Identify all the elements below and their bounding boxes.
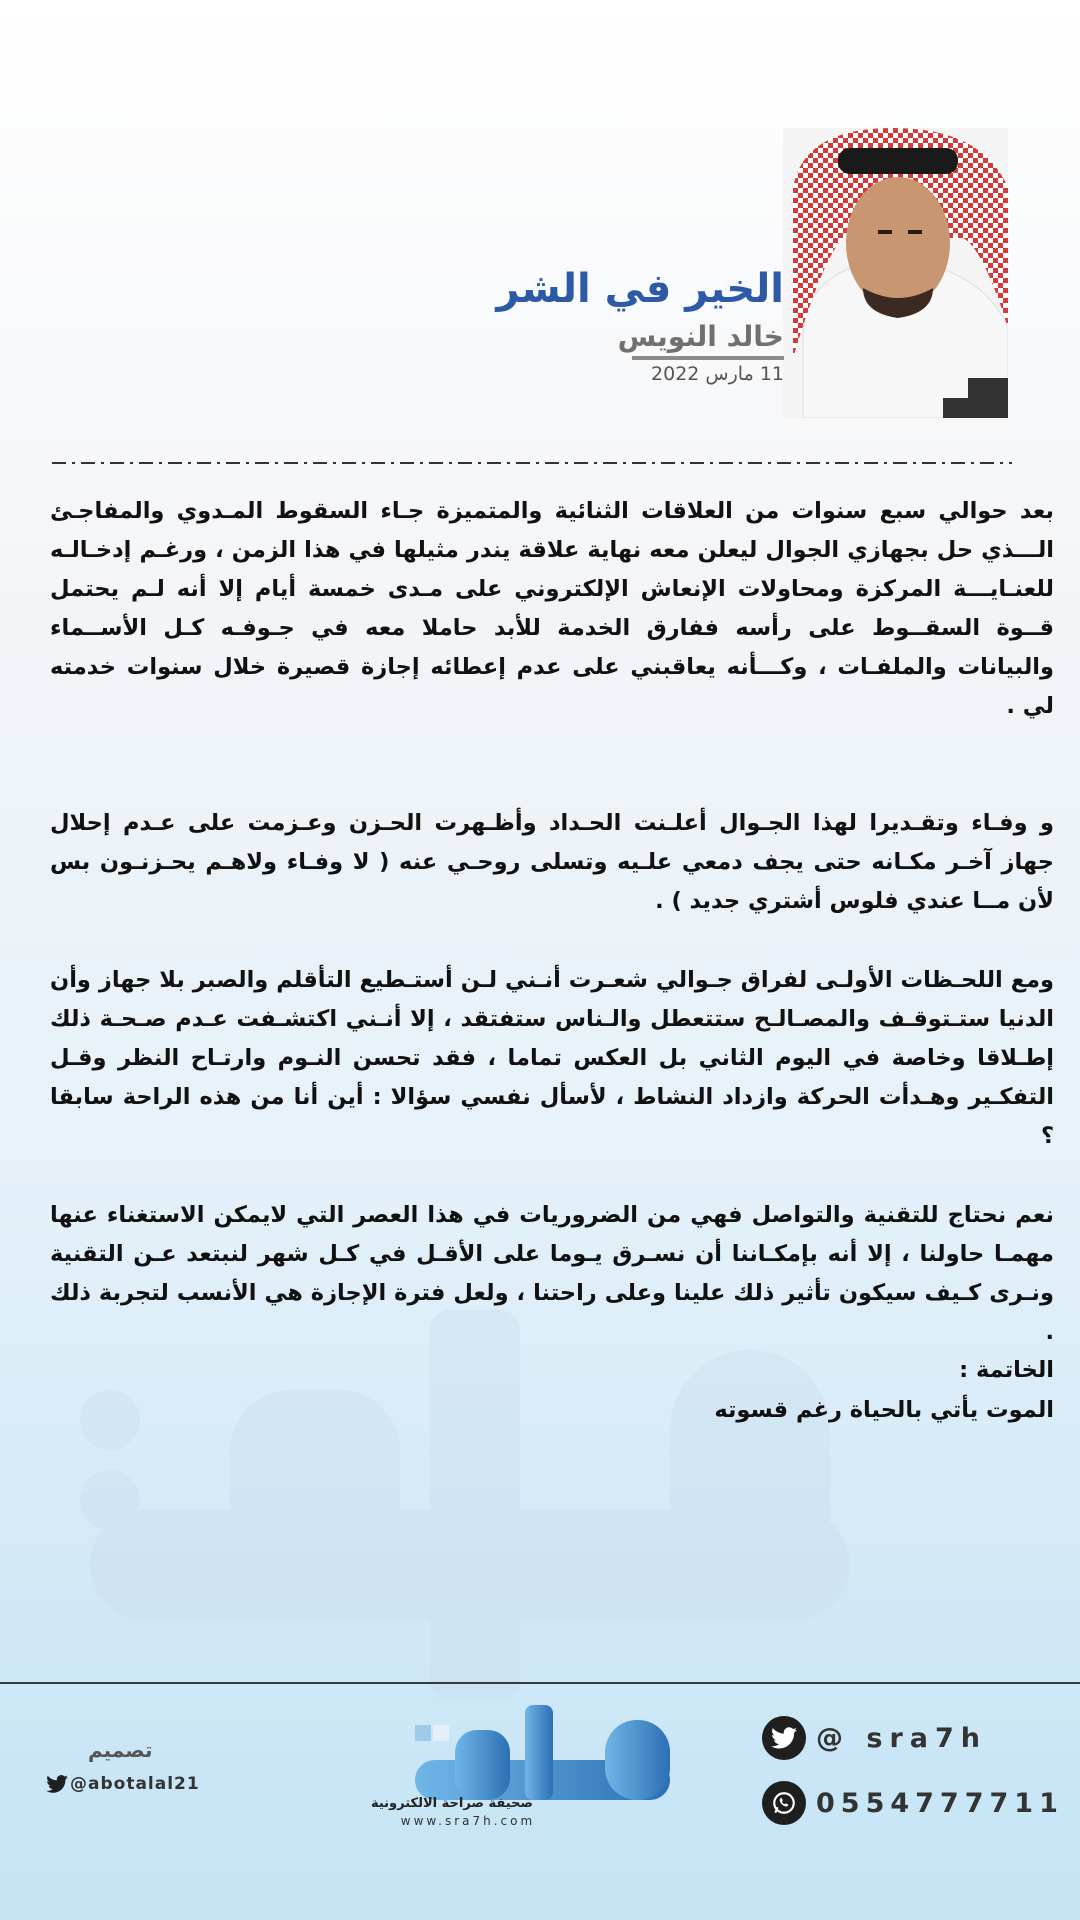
designer-handle-text: @abotalal21: [70, 1774, 200, 1794]
paragraph-2: و وفـاء وتقـديرا لهذا الجـوال أعلـنت الحـداد وأظـهرت الحـزن وعـزمت على عـدم إحلال جهاز آخـر مكـانه حتى يجف دمعي علـيه وتسلى روحـي عنه ( لا وفـاء ولاهـم يحـزنـون بس لأن مــا عندي فلوس أشتري جديد ) .: [50, 810, 1054, 914]
twitter-icon: [46, 1775, 68, 1793]
conclusion: [714, 1350, 1054, 1430]
logo-url[interactable]: www.sra7h.com: [400, 1814, 536, 1828]
whatsapp-icon: [762, 1781, 806, 1825]
whatsapp-contact[interactable]: [762, 1781, 1064, 1825]
twitter-handle: @ sra7h: [816, 1722, 988, 1754]
paragraph-3: ومع اللحـظات الأولـى لفراق جـوالي شعـرت أنـني لـن أستـطيع التأقلم والصبر بلا جهاز وأن الدنيا ستـتوقـف والمصـالـح ستتعطل والـناس ستفتقد ، إلا أنـني اكتشـفت عـدم صـحـة ذلك إطـلاقا وخاصة في اليوم الثاني بل العكس تماما ، فقد تحسن النـوم وارتـاح النظر وقـل التفكـير وهـدأت الحركة وازداد النشاط ، لأسأل نفسي سؤالا : أين أنا من هذه الراحة سابقا ؟: [50, 967, 1054, 1149]
paragraph-1: بعد حوالي سبع سنوات من العلاقات الثنائية والمتميزة جـاء السقوط المـدوي والمفاجـئ الـــذي حل بجهازي الجوال ليعلن معه نهاية علاقة يندر مثيلها في هذا الزمن ، ورغـم إدخـالـه للعنـايـــة المركزة ومحاولات الإنعاش الإلكتروني على مـدى خمسة أيام إلا أنه لـم يحتمل قــوة السقــوط على رأسه ففارق الخدمة للأبد حاملا معه في جـوفـه كـل الأســماء والبيانات والملفـات ، وكـــأنه يعاقبني على عدم إعطائه إجازة قصيرة خلال سنوات خدمته لي .: [50, 498, 1054, 719]
twitter-contact[interactable]: [762, 1716, 987, 1760]
design-label: تصميم: [88, 1738, 153, 1762]
article-header: [0, 120, 1080, 420]
paragraph-4: نعم نحتاج للتقنية والتواصل فهي من الضروريات في هذا العصر التي لايمكن الاستغناء عنها مهمـا حاولنا ، إلا أنه بإمكـاننا أن نسـرق يـوما على الأقـل في كـل شهر لنبتعد عـن التقنية ونـرى كـيف سيكون تأثير ذلك علينا وعلى راحتنا ، ولعل فترة الإجازة هي الأنسب لتجربة ذلك .: [50, 1202, 1054, 1345]
author-photo: [783, 128, 1008, 418]
footer-divider: [0, 1682, 1080, 1684]
article-body: [50, 492, 1054, 1352]
conclusion-label: الخاتمة :: [959, 1357, 1054, 1383]
twitter-icon: [762, 1716, 806, 1760]
article-title: الخير في الشر: [496, 266, 784, 312]
article-date: 11 مارس 2022: [651, 363, 784, 385]
phone-number: 0554777711: [816, 1787, 1064, 1819]
conclusion-text: الموت يأتي بالحياة رغم قسوته: [714, 1397, 1054, 1423]
dashed-separator: [52, 462, 1012, 464]
logo-subtitle: صحيفة صراحة الالكترونية: [370, 1796, 533, 1811]
designer-handle[interactable]: [46, 1774, 200, 1794]
author-underline: [632, 356, 784, 360]
author-name: خالد النويس: [617, 320, 784, 353]
